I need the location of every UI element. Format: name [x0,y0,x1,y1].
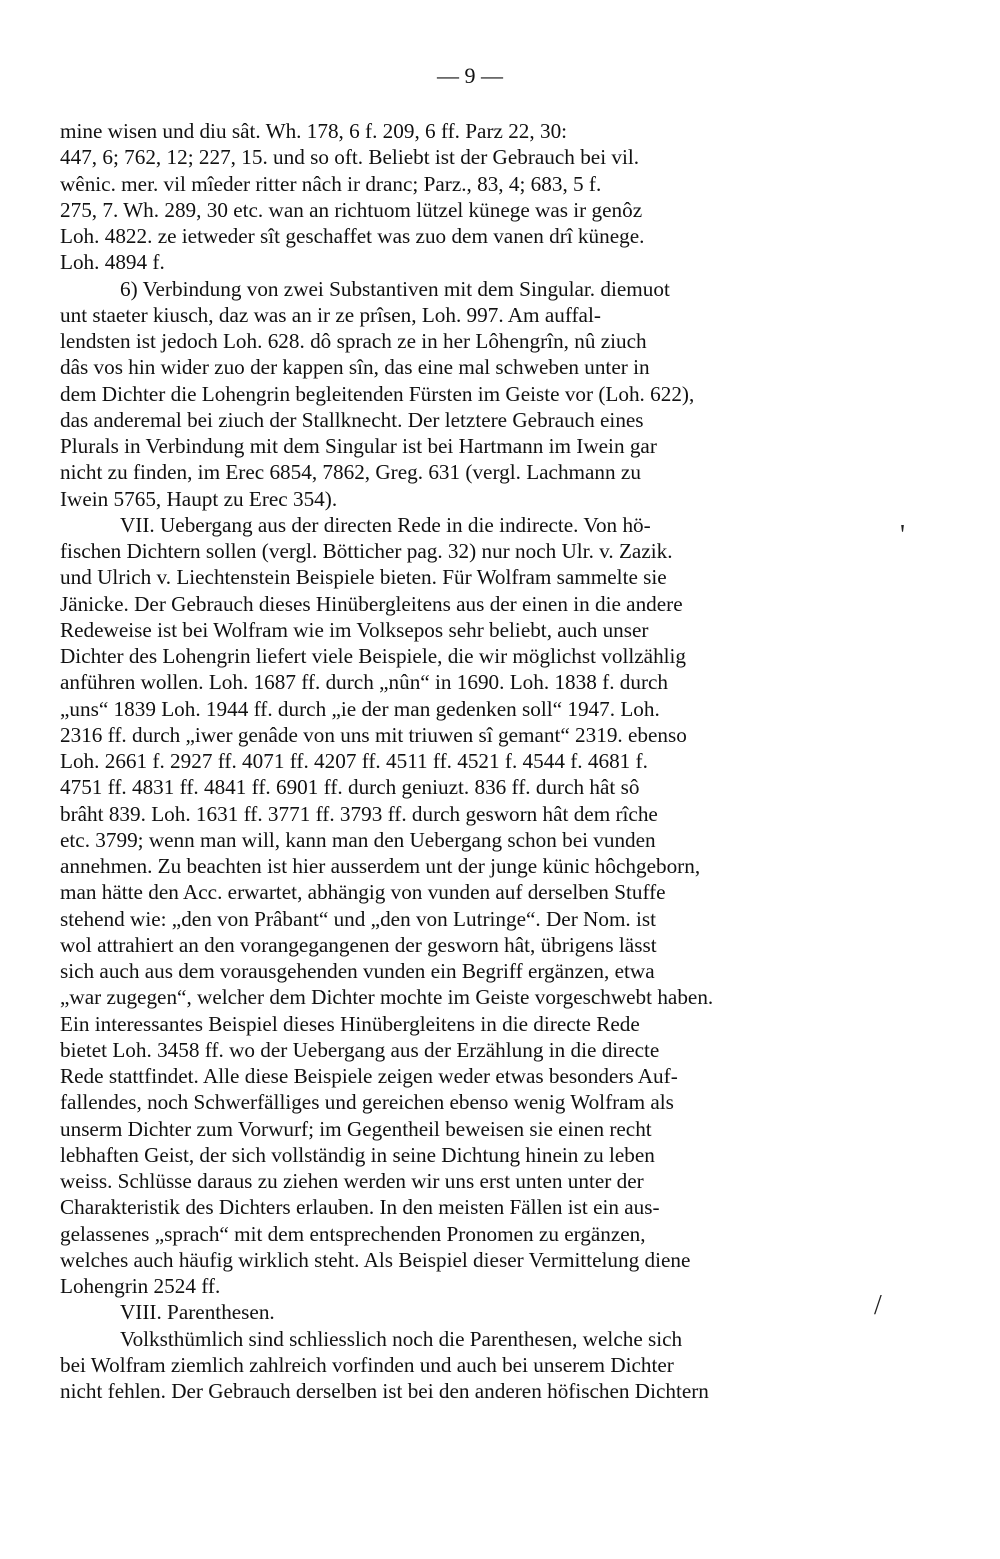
text-line: 4751 ff. 4831 ff. 4841 ff. 6901 ff. durch geniuzt. 836 ff. durch hât sô [60,775,640,800]
text-line: lebhaften Geist, der sich vollständig in seine Dichtung hinein zu leben [60,1142,655,1167]
page-number: — 9 — [437,63,503,88]
section-heading-line: VII. Uebergang aus der directen Rede in die indirecte. Von hö- [120,512,651,537]
text-line: 2316 ff. durch „iwer genâde von uns mit triuwen sî gemant“ 2319. ebenso [60,722,687,747]
text-line: Plurals in Verbindung mit dem Singular ist bei Hartmann im Iwein gar [60,434,657,458]
text-line: Loh. 2661 f. 2927 ff. 4071 ff. 4207 ff. 4511 ff. 4521 f. 4544 f. 4681 f. [60,749,648,773]
text-line: fischen Dichtern sollen (vergl. Bötticher pag. 32) nur noch Ulr. v. Zazik. [60,539,673,563]
text-line: und Ulrich v. Liechtenstein Beispiele bieten. Für Wolfram sammelte sie [60,565,667,590]
text-line: nicht zu finden, im Erec 6854, 7862, Greg. 631 (vergl. Lachmann zu [60,460,641,485]
text-line: Loh. 4822. ze ietweder sît geschaffet was zuo dem vanen drî künege. [60,224,645,248]
text-line: Dichter des Lohengrin liefert viele Beispiele, die wir möglichst vollzählig [60,644,687,668]
section-heading-line: VIII. Parenthesen. [120,1300,275,1325]
text-line: dâs vos hin wider zuo der kappen sîn, das eine mal schweben unter in [60,355,650,380]
text-line: anführen wollen. Loh. 1687 ff. durch „nûn“ in 1690. Loh. 1838 f. durch [60,670,669,695]
text-line: dem Dichter die Lohengrin begleitenden Fürsten im Geiste vor (Loh. 622), [60,381,695,406]
text-line: Ein interessantes Beispiel dieses Hinübergleitens in die directe Rede [60,1011,640,1036]
text-line: nicht fehlen. Der Gebrauch derselben ist bei den anderen höfischen Dichtern [60,1379,709,1403]
text-line: das anderemal bei ziuch der Stallknecht. Der letztere Gebrauch eines [60,407,644,432]
margin-mark: / [874,1290,882,1321]
text-line: unt staeter kiusch, daz was an ir ze prîsen, Loh. 997. Am auffal- [60,302,601,327]
text-line: Charakteristik des Dichters erlauben. In den meisten Fällen ist ein aus- [60,1195,660,1220]
text-line: bietet Loh. 3458 ff. wo der Uebergang aus der Erzählung in die directe [60,1037,660,1062]
text-line: Volksthümlich sind schliesslich noch die Parenthesen, welche sich [120,1326,683,1351]
text-line: stehend wie: „den von Prâbant“ und „den von Lutringe“. Der Nom. ist [60,906,657,931]
text-line: wênic. mer. vil mîeder ritter nâch ir dranc; Parz., 83, 4; 683, 5 f. [60,171,602,196]
text-line: Lohengrin 2524 ff. [60,1274,221,1298]
text-line: „uns“ 1839 Loh. 1944 ff. durch „ie der man gedenken soll“ 1947. Loh. [60,696,660,721]
text-line: mine wisen und diu sât. Wh. 178, 6 f. 209, 6 ff. Parz 22, 30: [60,119,568,143]
text-line: Redeweise ist bei Wolfram wie im Volksepos sehr beliebt, auch unser [60,617,649,642]
text-line: 275, 7. Wh. 289, 30 etc. wan an richtuom lützel künege was ir genôz [60,197,643,222]
margin-mark: ' [900,520,906,551]
text-line: bei Wolfram ziemlich zahlreich vorfinden und auch bei unserem Dichter [60,1352,674,1377]
text-line: annehmen. Zu beachten ist hier ausserdem unt der junge künic hôchgeborn, [60,854,701,878]
text-line: etc. 3799; wenn man will, kann man den Uebergang schon bei vunden [60,827,656,852]
body-text [60,118,880,1404]
text-line: Rede stattfindet. Alle diese Beispiele zeigen weder etwas besonders Auf- [60,1064,678,1088]
text-line: Loh. 4894 f. [60,250,165,275]
text-line: Iwein 5765, Haupt zu Erec 354). [60,486,338,511]
document-page [60,56,880,1404]
text-line: gelassenes „sprach“ mit dem entsprechenden Pronomen zu ergänzen, [60,1221,646,1246]
text-line: welches auch häufig wirklich steht. Als Beispiel dieser Vermittelung diene [60,1247,691,1272]
text-line: fallendes, noch Schwerfälliges und gereichen ebenso wenig Wolfram als [60,1090,674,1115]
text-line: weiss. Schlüsse daraus zu ziehen werden wir uns erst unten unter der [60,1169,644,1193]
text-line: sich auch aus dem vorausgehenden vunden ein Begriff ergänzen, etwa [60,959,655,983]
text-line: man hätte den Acc. erwartet, abhängig von vunden auf derselben Stuffe [60,880,666,905]
text-line: Jänicke. Der Gebrauch dieses Hinübergleitens aus der einen in die andere [60,591,683,616]
text-line: 6) Verbindung von zwei Substantiven mit dem Singular. diemuot [120,276,670,301]
text-line: 447, 6; 762, 12; 227, 15. und so oft. Beliebt ist der Gebrauch bei vil. [60,145,640,170]
text-line: „war zugegen“, welcher dem Dichter mochte im Geiste vorgeschwebt haben. [60,985,714,1010]
text-line: brâht 839. Loh. 1631 ff. 3771 ff. 3793 ff. durch gesworn hât dem rîche [60,801,658,826]
text-line: lendsten ist jedoch Loh. 628. dô sprach ze in her Lôhengrîn, nû ziuch [60,329,647,353]
text-line: unserm Dichter zum Vorwurf; im Gegentheil beweisen sie einen recht [60,1116,652,1141]
text-line: wol attrahiert an den vorangegangenen der gesworn hât, übrigens lässt [60,932,657,957]
